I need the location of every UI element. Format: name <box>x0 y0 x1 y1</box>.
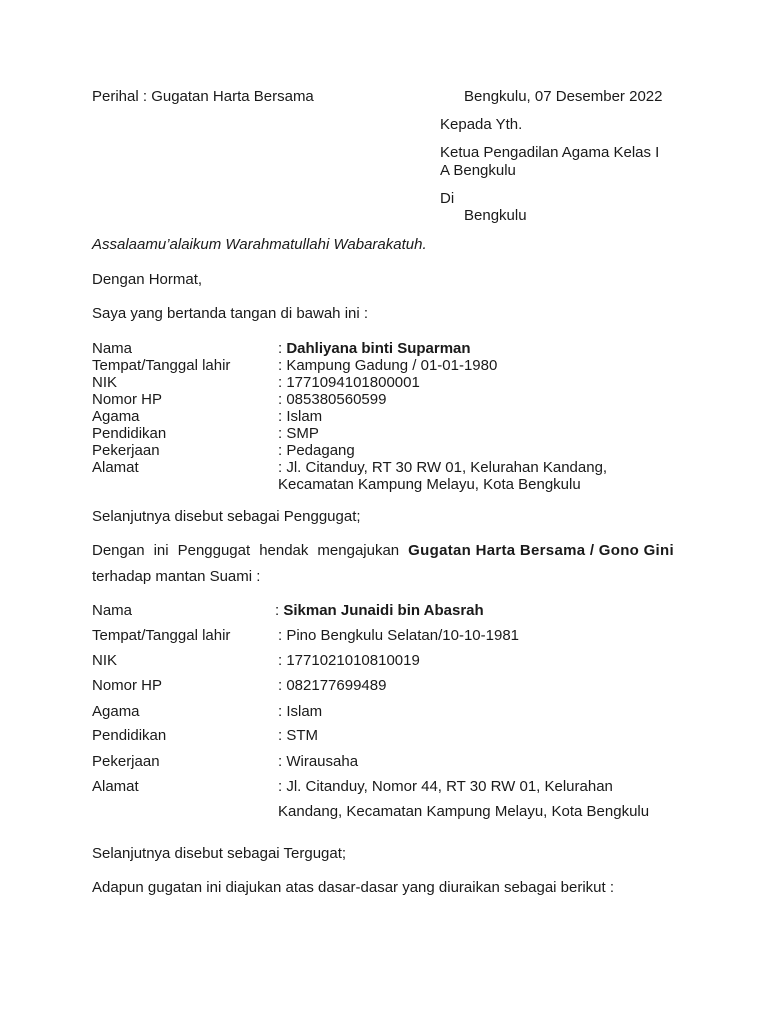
row-value: : 1771021010810019 <box>278 652 420 669</box>
row-value: : Wirausaha <box>278 753 359 770</box>
row-value: : Pino Bengkulu Selatan/10-10-1981 <box>278 627 520 644</box>
row-value: : Dahliyana binti Suparman <box>278 340 471 357</box>
row-label: Pekerjaan <box>92 753 160 770</box>
row-value: : Islam <box>278 703 323 720</box>
row-label: Pendidikan <box>92 727 167 744</box>
row-label: Nama <box>92 340 133 357</box>
claim-word: hendak <box>259 542 309 559</box>
basis-text: Adapun gugatan ini diajukan atas dasar-dasar yang diuraikan sebagai berikut : <box>92 879 615 896</box>
addressee-di: Di <box>440 190 455 207</box>
row-label: Tempat/Tanggal lahir <box>92 627 231 644</box>
row-label: Agama <box>92 703 140 720</box>
row-value: : Pedagang <box>278 442 355 459</box>
row-value: : Islam <box>278 408 323 425</box>
addressee-kepada: Kepada Yth. <box>440 116 523 133</box>
defendant-address-cont: Kandang, Kecamatan Kampung Melayu, Kota Bengkulu <box>278 803 650 820</box>
defendant-note: Selanjutnya disebut sebagai Tergugat; <box>92 845 347 862</box>
plaintiff-note: Selanjutnya disebut sebagai Penggugat; <box>92 508 361 525</box>
row-value: : SMP <box>278 425 319 442</box>
claim-word: Penggugat <box>177 542 251 559</box>
plaintiff-address-cont: Kecamatan Kampung Melayu, Kota Bengkulu <box>278 476 581 493</box>
addressee-ketua-line2: A Bengkulu <box>440 162 516 179</box>
row-value: : 082177699489 <box>278 677 387 694</box>
row-label: Pekerjaan <box>92 442 160 459</box>
plaintiff-name: Dahliyana binti Suparman <box>286 340 471 357</box>
intro-text: Saya yang bertanda tangan di bawah ini : <box>92 305 369 322</box>
addressee-city: Bengkulu <box>464 207 527 224</box>
claim-title: Gugatan Harta Bersama / Gono Gini <box>408 542 674 559</box>
salutation: Dengan Hormat, <box>92 271 203 288</box>
row-label: Alamat <box>92 459 139 476</box>
row-value: : Jl. Citanduy, Nomor 44, RT 30 RW 01, Kelurahan <box>278 778 613 795</box>
perihal-line: Perihal : Gugatan Harta Bersama <box>92 88 314 105</box>
row-value: : Kampung Gadung / 01-01-1980 <box>278 357 498 374</box>
row-label: NIK <box>92 374 118 391</box>
row-label: Nama <box>92 602 133 619</box>
row-value: : 085380560599 <box>278 391 387 408</box>
claim-line2: terhadap mantan Suami : <box>92 568 261 585</box>
greeting: Assalaamu’alaikum Warahmatullahi Wabarakatuh. <box>92 236 427 253</box>
claim-line1 <box>92 542 674 559</box>
row-label: Pendidikan <box>92 425 167 442</box>
row-label: Tempat/Tanggal lahir <box>92 357 231 374</box>
defendant-name: Sikman Junaidi bin Abasrah <box>283 602 484 619</box>
claim-word: Dengan <box>92 542 145 559</box>
row-value: : 1771094101800001 <box>278 374 420 391</box>
row-label: Nomor HP <box>92 677 163 694</box>
place-date: Bengkulu, 07 Desember 2022 <box>464 88 663 105</box>
row-value: : STM <box>278 727 318 744</box>
claim-word: ini <box>153 542 169 559</box>
row-value: : Sikman Junaidi bin Abasrah <box>275 602 484 619</box>
row-label: Agama <box>92 408 140 425</box>
row-label: Alamat <box>92 778 139 795</box>
row-value: : Jl. Citanduy, RT 30 RW 01, Kelurahan Kandang, <box>278 459 608 476</box>
claim-word: mengajukan <box>317 542 400 559</box>
row-label: Nomor HP <box>92 391 163 408</box>
row-label: NIK <box>92 652 118 669</box>
addressee-ketua-line1: Ketua Pengadilan Agama Kelas I <box>440 144 660 161</box>
